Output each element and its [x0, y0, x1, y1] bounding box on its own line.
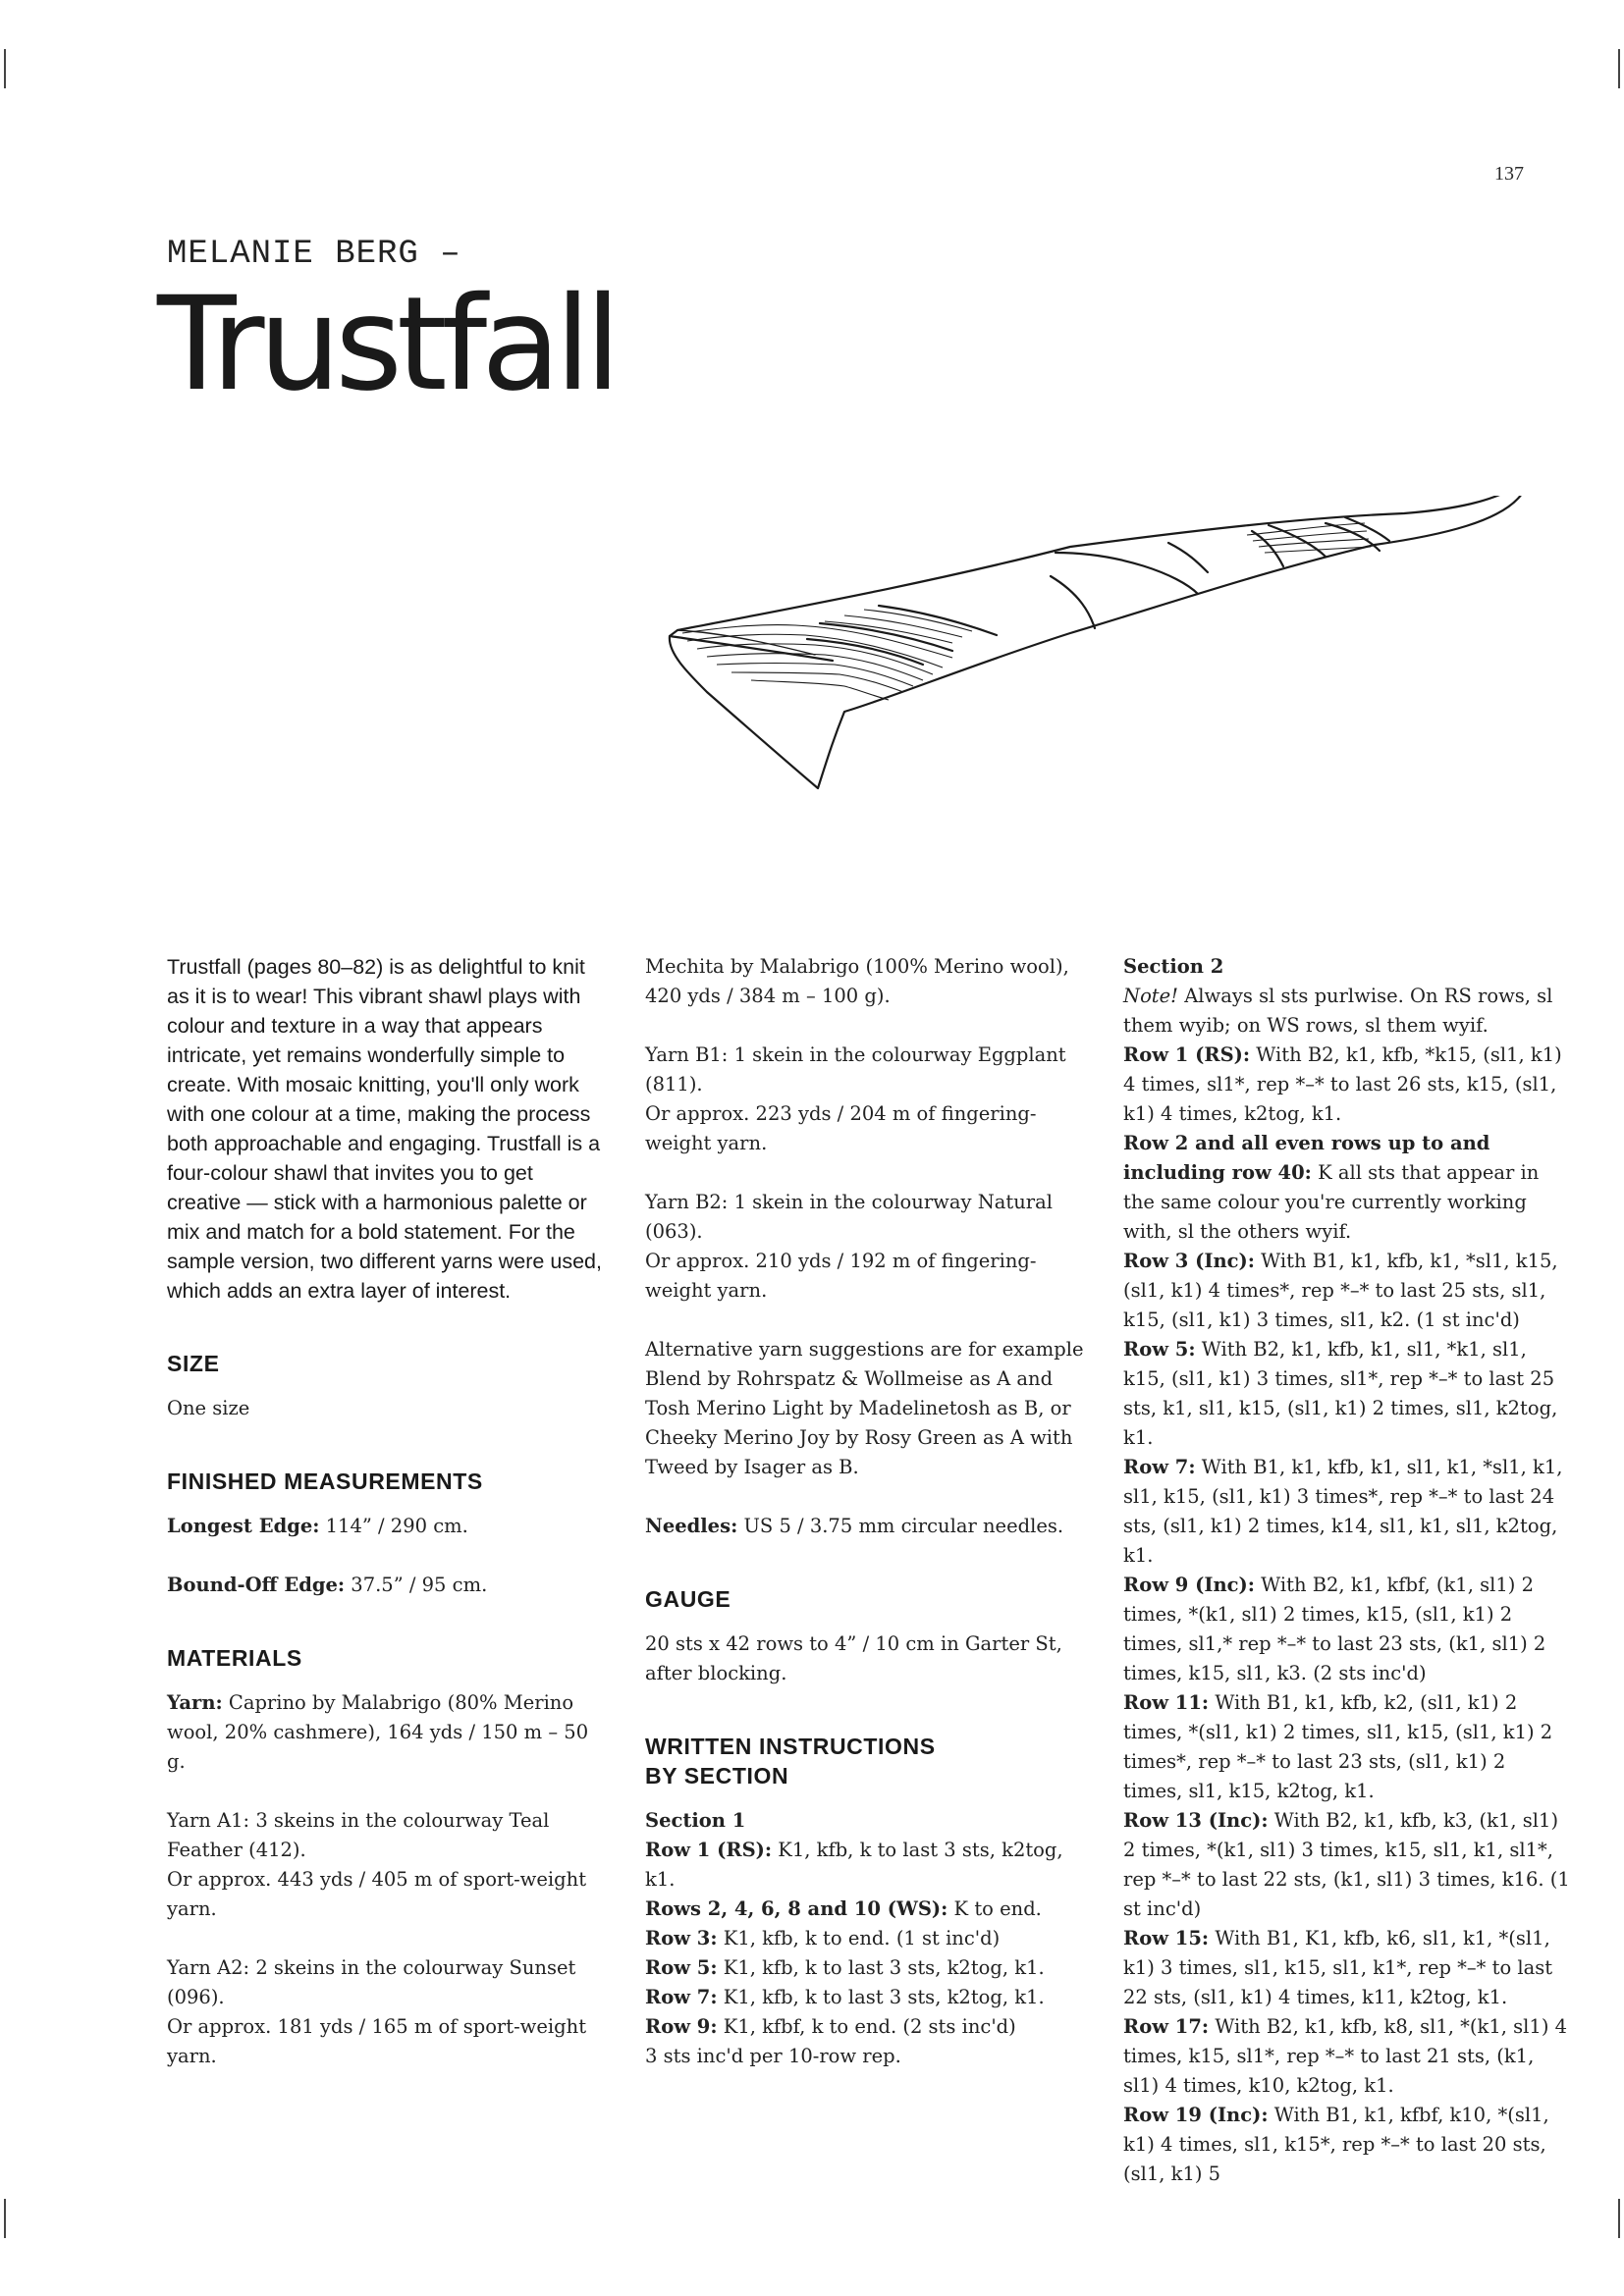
needles-value: US 5 / 3.75 mm circular needles.: [737, 1515, 1064, 1537]
size-value: One size: [167, 1397, 250, 1419]
bound-off-edge-label: Bound-Off Edge:: [167, 1574, 346, 1596]
instruction-row: Row 1 (RS): K1, kfb, k to last 3 sts, k2tog, k1.: [645, 1839, 1063, 1891]
instruction-row: Row 2 and all even rows up to and including row 40: K all sts that appear in the same colour you're currently working with, sl the others wyif.: [1123, 1132, 1540, 1243]
size-heading: SIZE: [167, 1351, 220, 1376]
crop-mark-bottom-left: [4, 2199, 6, 2238]
instruction-row: Rows 2, 4, 6, 8 and 10 (WS): K to end.: [645, 1897, 1042, 1920]
instruction-row: Row 9 (Inc): With B2, k1, kfbf, (k1, sl1) 2 times, *(k1, sl1) 2 times, k15, (sl1, k1) 2 times, sl1,* rep *–* to last 23 sts, (k1, sl1) 2 times, k15, sl1, k3. (2 sts inc'd): [1123, 1574, 1546, 1684]
instruction-row: Row 9: K1, kfbf, k to end. (2 sts inc'd): [645, 2015, 1016, 2038]
section-2-note: [1123, 982, 1570, 1041]
needles-label: Needles:: [645, 1515, 738, 1537]
page-title: Trustfall: [157, 269, 616, 420]
yarn-b2: Yarn B2: 1 skein in the colourway Natural (063).: [645, 1191, 1053, 1243]
measurements-heading: FINISHED MEASUREMENTS: [167, 1468, 483, 1494]
longest-edge-value: 114” / 290 cm.: [319, 1515, 468, 1537]
shawl-illustration: [658, 496, 1542, 800]
column-1: [167, 952, 609, 2071]
needles: [645, 1512, 1087, 1541]
longest-edge: [167, 1512, 609, 1541]
written-instructions-heading: [645, 1732, 1087, 1790]
page-number: 137: [1494, 163, 1524, 185]
section-1-rows: [645, 1836, 1087, 2042]
instruction-row: Row 7: With B1, k1, kfb, k1, sl1, k1, *sl1, k1, sl1, k15, (sl1, k1) 3 times*, rep *–* to last 24 sts, (sl1, k1) 2 times, k14, sl1, k1, sl1, k2tog, k1.: [1123, 1456, 1563, 1567]
instruction-row: Row 13 (Inc): With B2, k1, kfb, k3, (k1, sl1) 2 times, *(k1, sl1) 3 times, k15, sl1, k1, sl1*, rep *–* to last 22 sts, (k1, sl1) 3 times, k16. (1 st inc'd): [1123, 1809, 1570, 1920]
yarn-b1: Yarn B1: 1 skein in the colourway Eggplant (811).: [645, 1043, 1066, 1095]
instruction-row: Row 15: With B1, K1, kfb, k6, sl1, k1, *(sl1, k1) 3 times, sl1, k15, sl1, k1*, rep *–* to last 22 sts, (sl1, k1) 4 times, k11, k2tog, k1.: [1123, 1927, 1553, 2008]
yarn-label: Yarn:: [167, 1691, 223, 1714]
note-label: Note!: [1123, 985, 1179, 1007]
gauge-value: 20 sts x 42 rows to 4” / 10 cm in Garter St, after blocking.: [645, 1632, 1062, 1684]
yarn-b2-alt: Or approx. 210 yds / 192 m of fingering-weight yarn.: [645, 1250, 1037, 1302]
instruction-row: Row 11: With B1, k1, kfb, k2, (sl1, k1) 2 times, *(sl1, k1) 2 times, sl1, k15, (sl1, k1) 2 times*, rep *–* to last 23 sts, (sl1, k1) 2 times, sl1, k15, k2tog, k1.: [1123, 1691, 1553, 1802]
bound-off-edge-value: 37.5” / 95 cm.: [345, 1574, 488, 1596]
column-2: [645, 952, 1087, 2071]
crop-mark-bottom-right: [1618, 2199, 1620, 2238]
instruction-row: Row 5: K1, kfb, k to last 3 sts, k2tog, k1.: [645, 1956, 1045, 1979]
column-3: [1123, 952, 1570, 2189]
yarn-b1-alt: Or approx. 223 yds / 204 m of fingering-weight yarn.: [645, 1102, 1037, 1154]
longest-edge-label: Longest Edge:: [167, 1515, 320, 1537]
section-1-footer: 3 sts inc'd per 10-row rep.: [645, 2045, 901, 2067]
yarn-a1: Yarn A1: 3 skeins in the colourway Teal Feather (412).: [167, 1809, 550, 1861]
instruction-row: Row 17: With B2, k1, kfb, k8, sl1, *(k1, sl1) 4 times, k15, sl1*, rep *–* to last 21 sts, (k1, sl1) 4 times, k10, k2tog, k1.: [1123, 2015, 1568, 2097]
yarn-mechita: Mechita by Malabrigo (100% Merino wool), 420 yds / 384 m – 100 g).: [645, 955, 1069, 1007]
note-text: Always sl sts purlwise. On RS rows, sl them wyib; on WS rows, sl them wyif.: [1123, 985, 1553, 1037]
materials-heading: MATERIALS: [167, 1645, 302, 1671]
yarn-main: [167, 1688, 609, 1777]
crop-mark-top-right: [1618, 49, 1620, 88]
instruction-row: Row 3: K1, kfb, k to end. (1 st inc'd): [645, 1927, 1001, 1949]
section-2-title: Section 2: [1123, 955, 1224, 978]
yarn-a2: Yarn A2: 2 skeins in the colourway Sunset (096).: [167, 1956, 576, 2008]
alternative-yarns: Alternative yarn suggestions are for example Blend by Rohrspatz & Wollmeise as A and Tosh Merino Light by Madelinetosh as B, or Cheeky Merino Joy by Rosy Green as A with Tweed by Isager as B.: [645, 1338, 1084, 1478]
intro-text: Trustfall (pages 80–82) is as delightful to knit as it is to wear! This vibrant shawl plays with colour and texture in a way that appears intricate, yet remains wonderfully simple to create. With mosaic knitting, you'll only work with one colour at a time, making the process both approachable and engaging. Trustfall is a four-colour shawl that invites you to get creative — stick with a harmonious palette or mix and match for a bold statement. For the sample version, two different yarns were used, which adds an extra layer of interest.: [167, 955, 602, 1303]
instruction-row: Row 5: With B2, k1, kfb, k1, sl1, *k1, sl1, k15, (sl1, k1) 3 times, sl1*, rep *–* to last 25 sts, k1, sl1, k15, (sl1, k1) 2 times, sl1, k2tog, k1.: [1123, 1338, 1558, 1449]
yarn-a1-alt: Or approx. 443 yds / 405 m of sport-weight yarn.: [167, 1868, 587, 1920]
section-2-rows: [1123, 1041, 1570, 2189]
bound-off-edge: [167, 1571, 609, 1600]
instruction-row: Row 3 (Inc): With B1, k1, kfb, k1, *sl1, k15, (sl1, k1) 4 times*, rep *–* to last 25 sts, sl1, k15, (sl1, k1) 3 times, sl1, k2. (1 st inc'd): [1123, 1250, 1558, 1331]
designer-name: MELANIE BERG –: [167, 236, 461, 273]
written-heading-line1: WRITTEN INSTRUCTIONS: [645, 1734, 936, 1759]
written-heading-line2: BY SECTION: [645, 1763, 789, 1789]
instruction-row: Row 19 (Inc): With B1, k1, kfbf, k10, *(sl1, k1) 4 times, sl1, k15*, rep *–* to last 20 sts, (sl1, k1) 5: [1123, 2104, 1549, 2185]
instruction-row: Row 1 (RS): With B2, k1, kfb, *k15, (sl1, k1) 4 times, sl1*, rep *–* to last 26 sts, k15, (sl1, k1) 4 times, k2tog, k1.: [1123, 1043, 1562, 1125]
crop-mark-top-left: [4, 49, 6, 88]
section-1-title: Section 1: [645, 1809, 746, 1832]
instruction-row: Row 7: K1, kfb, k to last 3 sts, k2tog, k1.: [645, 1986, 1045, 2008]
gauge-heading: GAUGE: [645, 1586, 731, 1612]
yarn-a2-alt: Or approx. 181 yds / 165 m of sport-weight yarn.: [167, 2015, 587, 2067]
yarn-value: Caprino by Malabrigo (80% Merino wool, 20% cashmere), 164 yds / 150 m – 50 g.: [167, 1691, 589, 1773]
